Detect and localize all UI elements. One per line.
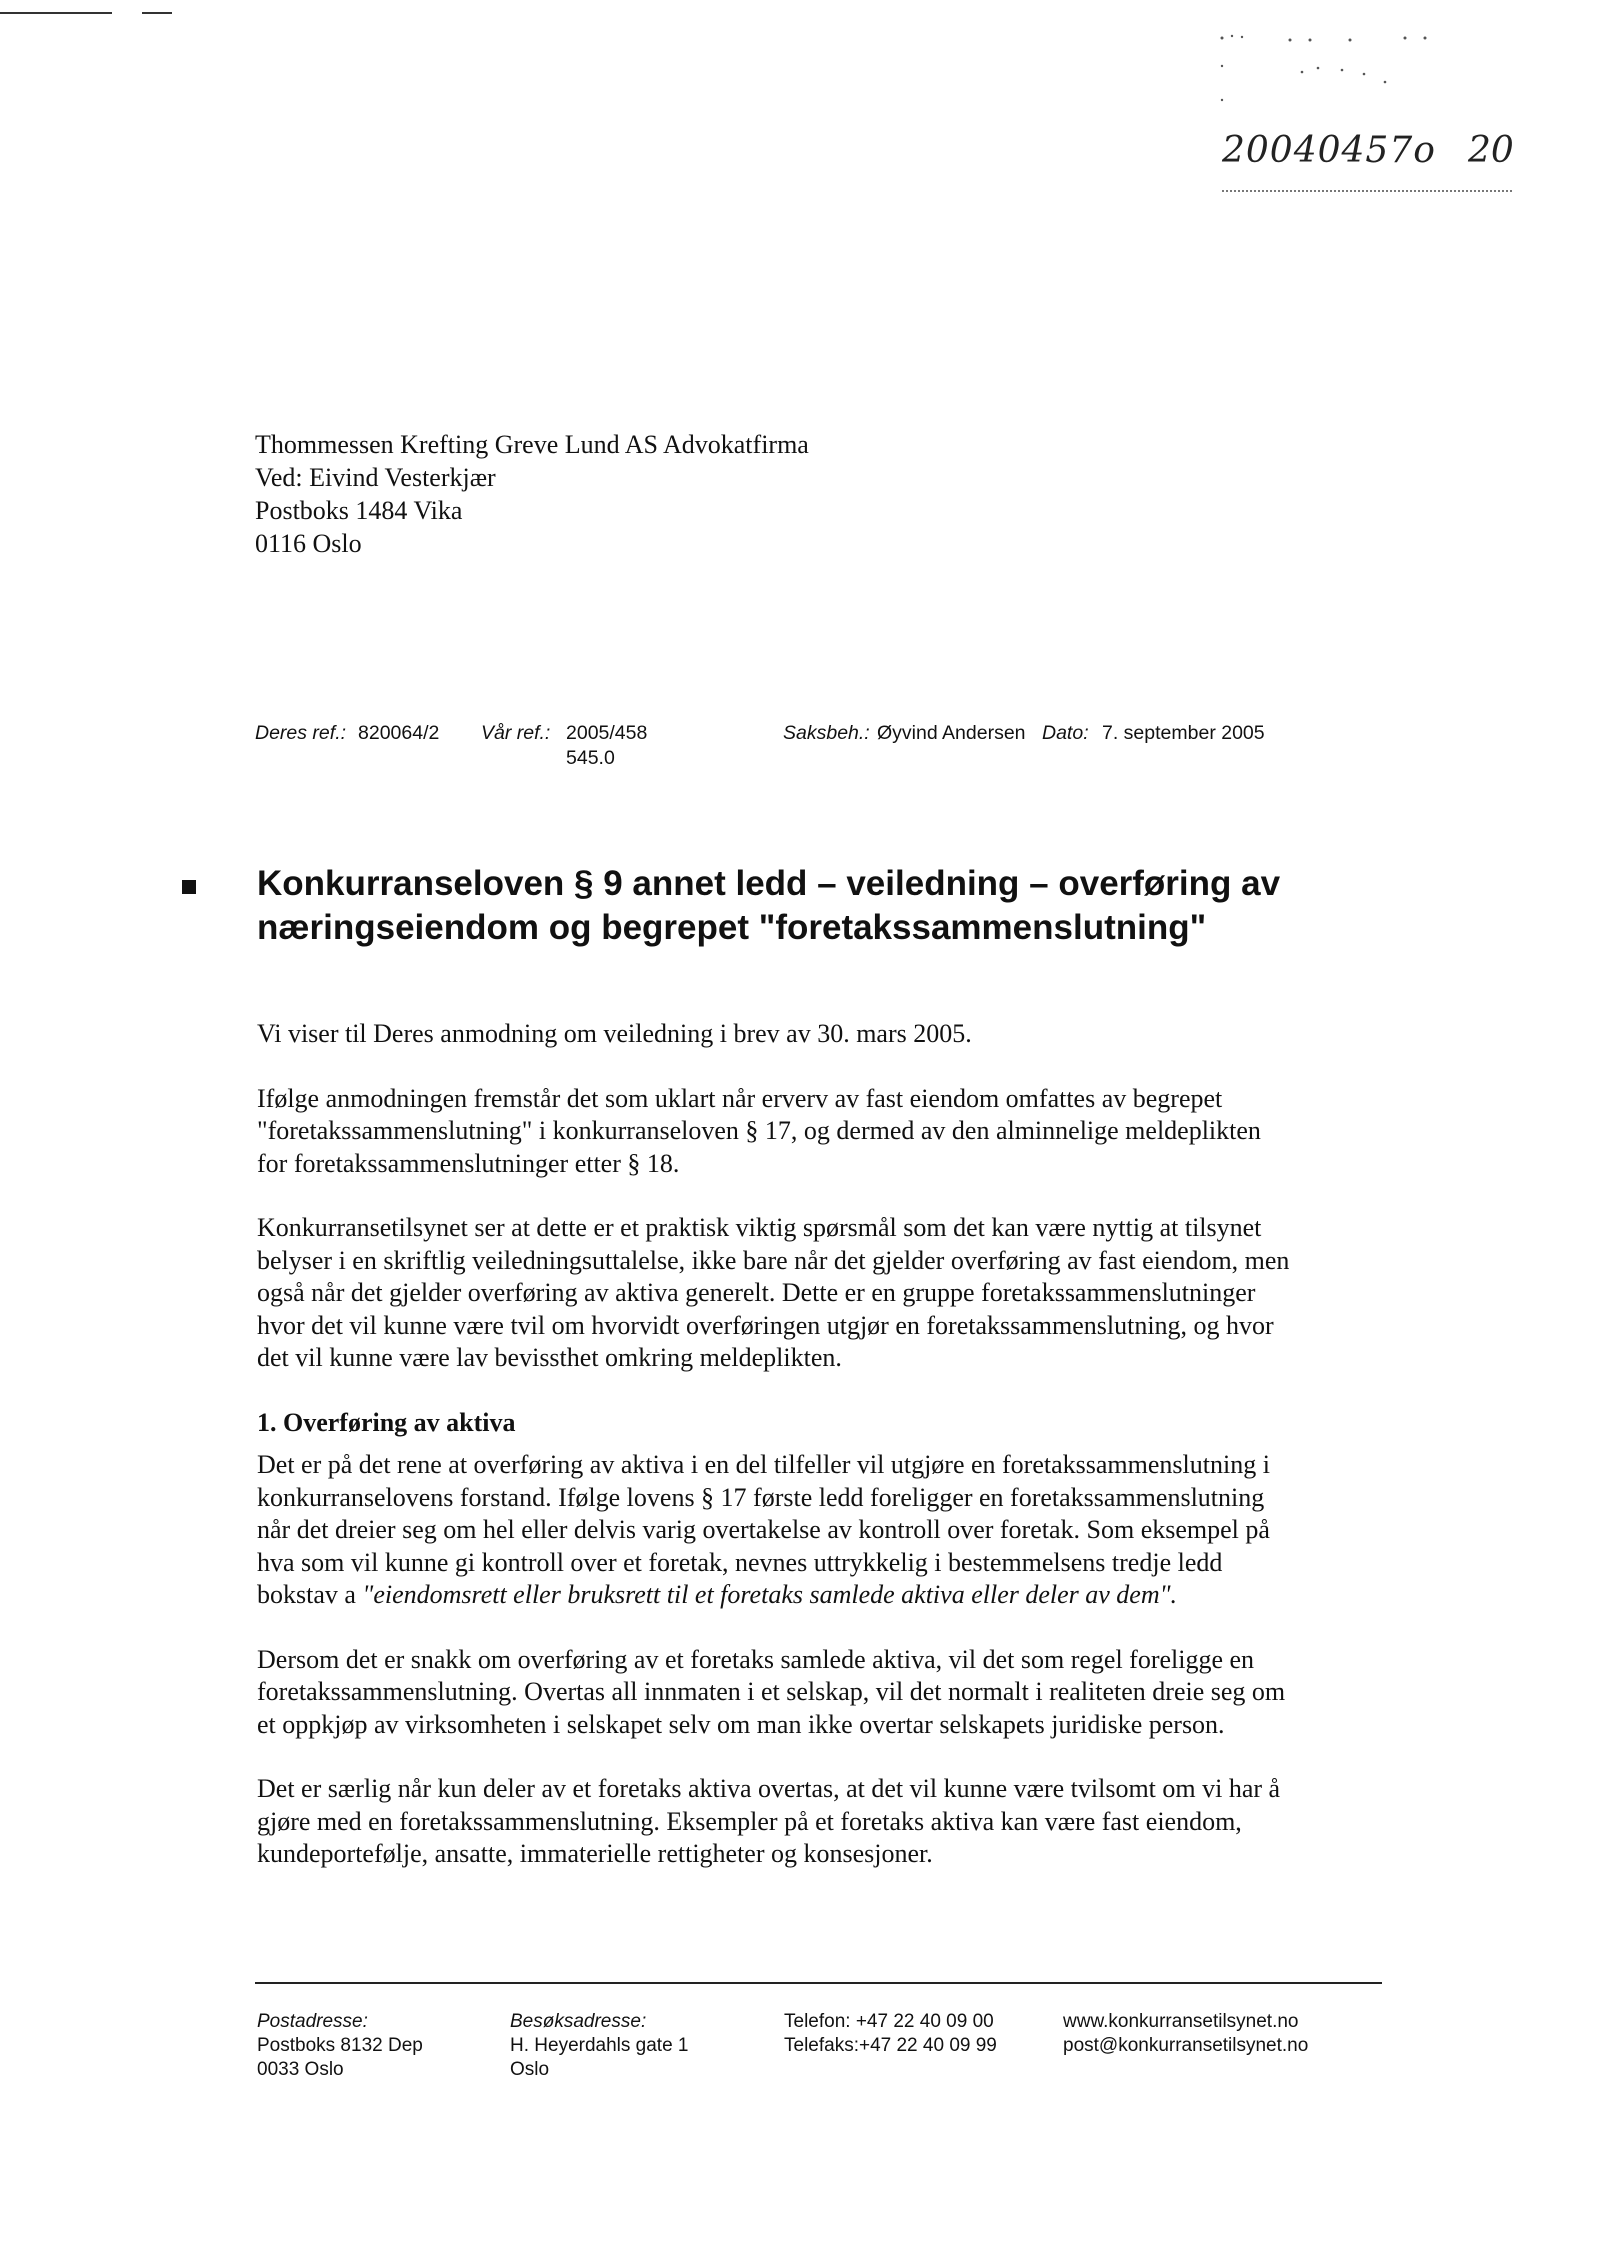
text-line: Det er særlig når kun deler av et foretaks aktiva overtas, at det vil kunne være tvilsomt om vi har å — [257, 1774, 1281, 1803]
footer-text: Oslo — [510, 2059, 550, 2080]
footer-visit-address — [510, 2010, 689, 2082]
footer-phone — [784, 2010, 997, 2058]
text-line: belyser i en skriftlig veiledningsuttalelse, ikke bare når det gjelder overføring av fast eiendom, men — [257, 1245, 1290, 1275]
footer-text: H. Heyerdahls gate 1 — [510, 2035, 689, 2056]
footer-label: Postadresse: — [257, 2011, 368, 2032]
recipient-line: Postboks 1484 Vika — [255, 496, 463, 525]
footer-fax: Telefaks:+47 22 40 09 99 — [784, 2035, 997, 2056]
saksbeh-value: Øyvind Andersen — [877, 722, 1026, 744]
journal-stamp — [1210, 30, 1514, 171]
dato-label: Dato: — [1042, 722, 1089, 744]
footer-text: Postboks 8132 Dep — [257, 2035, 423, 2056]
letter-body — [257, 1018, 1397, 1903]
section-heading: 1. Overføring av aktiva — [257, 1407, 516, 1437]
text-line: Ifølge anmodningen fremstår det som uklart når erverv av fast eiendom omfattes av begrepet — [257, 1083, 1223, 1113]
text-line: "foretakssammenslutning" i konkurranseloven § 17, og dermed av den alminnelige meldeplikten — [257, 1116, 1261, 1145]
text-line: også når det gjelder overføring av aktiva generelt. Dette er en gruppe foretakssammenslutninger — [257, 1278, 1256, 1307]
paragraph — [257, 1212, 1397, 1375]
paragraph — [257, 1449, 1397, 1612]
heading-line: Konkurranseloven § 9 annet ledd – veiledning – overføring av — [257, 864, 1281, 903]
text-line: Konkurransetilsynet ser at dette er et praktisk viktig spørsmål som det kan være nyttig at tilsynet — [257, 1213, 1262, 1242]
scan-artifact-rule — [0, 12, 112, 14]
recipient-line: Thommessen Krefting Greve Lund AS Advokatfirma — [255, 430, 809, 459]
deres-ref-value: 820064/2 — [358, 722, 440, 744]
text-line: hvor det vil kunne være tvil om hvorvidt overføringen utgjør en foretakssammenslutning, og hvor — [257, 1310, 1274, 1340]
var-ref-label: Vår ref.: — [481, 722, 551, 744]
text-line: gjøre med en foretakssammenslutning. Eksempler på et foretaks aktiva kan være fast eiendom, — [257, 1806, 1242, 1836]
stamp-number: 20040457o — [1222, 130, 1436, 171]
heading-bullet — [182, 880, 196, 894]
paragraph — [257, 1083, 1397, 1181]
footer-postal-address — [257, 2010, 423, 2082]
recipient-line: Ved: Eivind Vesterkjær — [255, 463, 496, 492]
text-line — [257, 1579, 1397, 1612]
text-line: når det dreier seg om hel eller delvis varig overtakelse av kontroll over foretak. Som eksempel på — [257, 1515, 1270, 1544]
quoted-statute: "eiendomsrett eller bruksrett til et foretaks samlede aktiva eller deler av dem". — [362, 1580, 1178, 1609]
paragraph — [257, 1773, 1397, 1871]
text-line: Vi viser til Deres anmodning om veiledning i brev av 30. mars 2005. — [257, 1019, 972, 1048]
text-line: et oppkjøp av virksomheten i selskapet selv om man ikke overtar selskapets juridiske person. — [257, 1709, 1225, 1739]
text-line: Det er på det rene at overføring av aktiva i en del tilfeller vil utgjøre en foretakssammenslutning i — [257, 1450, 1270, 1479]
text-line: hva som vil kunne gi kontroll over et foretak, nevnes uttrykkelig i bestemmelsens tredje ledd — [257, 1547, 1223, 1577]
text-line: for foretakssammenslutninger etter § 18. — [257, 1148, 680, 1178]
heading-line: næringseiendom og begrepet "foretakssammenslutning" — [257, 908, 1207, 947]
text-line: Dersom det er snakk om overføring av et foretaks samlede aktiva, vil det som regel foreligge en — [257, 1644, 1255, 1674]
saksbeh-label: Saksbeh.: — [783, 722, 870, 744]
footer-website-link[interactable]: www.konkurransetilsynet.no — [1063, 2011, 1299, 2032]
footer-telephone: Telefon: +47 22 40 09 00 — [784, 2011, 994, 2032]
text-line: konkurranselovens forstand. Ifølge lovens § 17 første ledd foreligger en foretakssammenslutning — [257, 1482, 1265, 1512]
deres-ref-label: Deres ref.: — [255, 722, 347, 744]
scan-artifact-rule — [142, 12, 172, 14]
var-ref-value: 2005/458 — [566, 722, 648, 744]
paragraph — [257, 1018, 1397, 1051]
footer-divider — [255, 1982, 1382, 1984]
paragraph — [257, 1644, 1397, 1742]
stamp-suffix: 20 — [1468, 130, 1514, 171]
reference-bar — [255, 722, 1355, 782]
text-fragment: bokstav a — [257, 1580, 363, 1609]
footer-email-link[interactable]: post@konkurransetilsynet.no — [1063, 2035, 1309, 2056]
footer-contact — [1063, 2010, 1308, 2058]
letter-heading — [257, 862, 1357, 950]
stamp-dots — [1210, 30, 1510, 110]
recipient-line: 0116 Oslo — [255, 529, 362, 558]
footer-text: 0033 Oslo — [257, 2059, 344, 2080]
dato-value: 7. september 2005 — [1102, 722, 1265, 744]
recipient-address — [255, 428, 809, 560]
text-line: kundeportefølje, ansatte, immaterielle rettigheter og konsesjoner. — [257, 1839, 933, 1868]
stamp-underline — [1222, 190, 1512, 193]
text-line: foretakssammenslutning. Overtas all innmaten i et selskap, vil det normalt i realiteten dreie seg om — [257, 1677, 1286, 1706]
var-ref-value-2: 545.0 — [566, 747, 615, 769]
text-line: det vil kunne være lav bevissthet omkring meldeplikten. — [257, 1343, 842, 1372]
footer-label: Besøksadresse: — [510, 2011, 647, 2032]
